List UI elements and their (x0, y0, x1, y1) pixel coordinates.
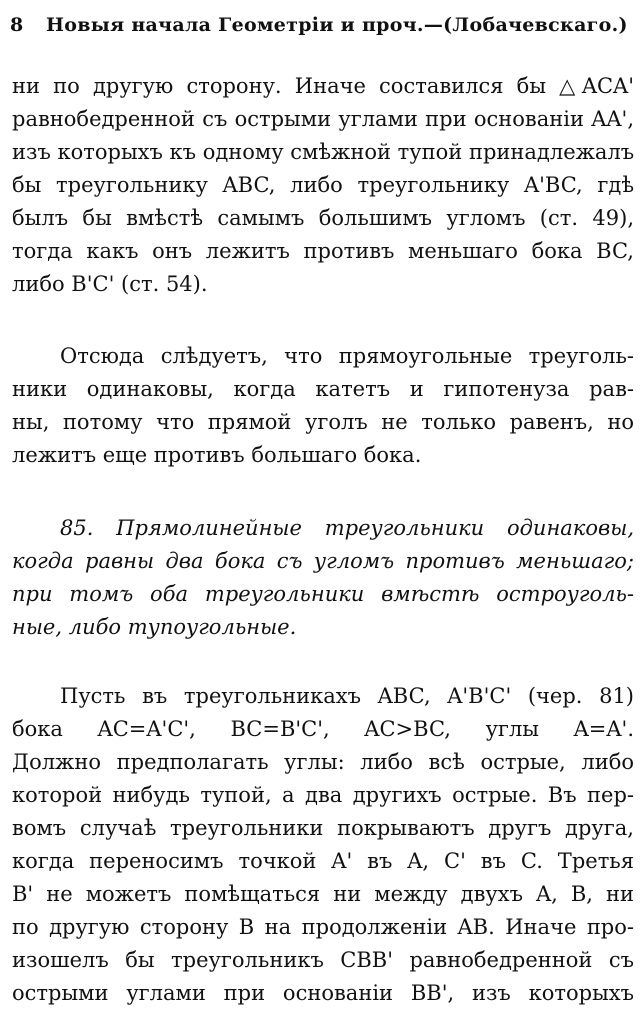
text-line: лежитъ еще противъ большаго бока. (12, 443, 422, 467)
text-line: вомъ случаѣ треугольники покрываютъ другъ друга, (12, 816, 634, 840)
text-line: ны, потому что прямой уголъ не только равенъ, но (12, 410, 634, 434)
text-line: Должно предполагать углы: либо всѣ острые, либо (12, 750, 634, 774)
text-line: которой нибудь тупой, а два другихъ острые. Въ пер- (12, 783, 634, 807)
page-header (10, 12, 634, 44)
running-title: Новыя начала Геометріи и проч.—(Лобачевскаго.) (46, 14, 628, 36)
text-line: изошелъ бы треугольникъ CBB' равнобедренной съ (12, 948, 634, 972)
text-line: ники одинаковы, когда катетъ и гипотенуза рав- (12, 377, 634, 401)
theorem-line: 85. Прямолинейные треугольники одинаковы, (60, 516, 634, 540)
text-line: бы треугольнику ABC, либо треугольнику A'BC, гдѣ (12, 173, 634, 197)
page-number: 8 (10, 14, 24, 36)
theorem-line: ные, либо тупоугольные. (12, 615, 297, 639)
theorem-line: когда равны два бока съ угломъ противъ меньшаго; (12, 549, 634, 573)
text-line: равнобедренной съ острыми углами при основаніи AA', (12, 107, 634, 131)
text-line: бока AC=A'C', BC=B'C', AC>BC, углы A=A'. (12, 717, 634, 741)
text-line: острыми углами при основаніи BB', изъ которыхъ (12, 981, 634, 1005)
text-line: былъ бы вмѣстѣ самымъ большимъ угломъ (ст. 49), (12, 206, 634, 230)
text-line: Отсюда слѣдуетъ, что прямоугольные треуголь- (60, 344, 634, 368)
text-line: Пусть въ треугольникахъ ABC, A'B'C' (чер. 81) (60, 684, 634, 708)
text-line: ни по другую сторону. Иначе составился бы △ACA' (12, 74, 634, 98)
text-line: по другую сторону B на продолженіи AB. Иначе про- (12, 915, 634, 939)
text-line: тогда какъ онъ лежитъ противъ меньшаго бока BC, (12, 239, 634, 263)
text-line: B' не можетъ помѣщаться ни между двухъ A, B, ни (12, 882, 634, 906)
text-line: когда переносимъ точкой A' въ A, C' въ C. Третья (12, 849, 634, 873)
text-line: изъ которыхъ къ одному смѣжной тупой принадлежалъ (12, 140, 635, 164)
theorem-line: при томъ оба треугольники вмѣстѣ остроуголь- (12, 582, 634, 606)
text-line: либо B'C' (ст. 54). (12, 272, 208, 296)
